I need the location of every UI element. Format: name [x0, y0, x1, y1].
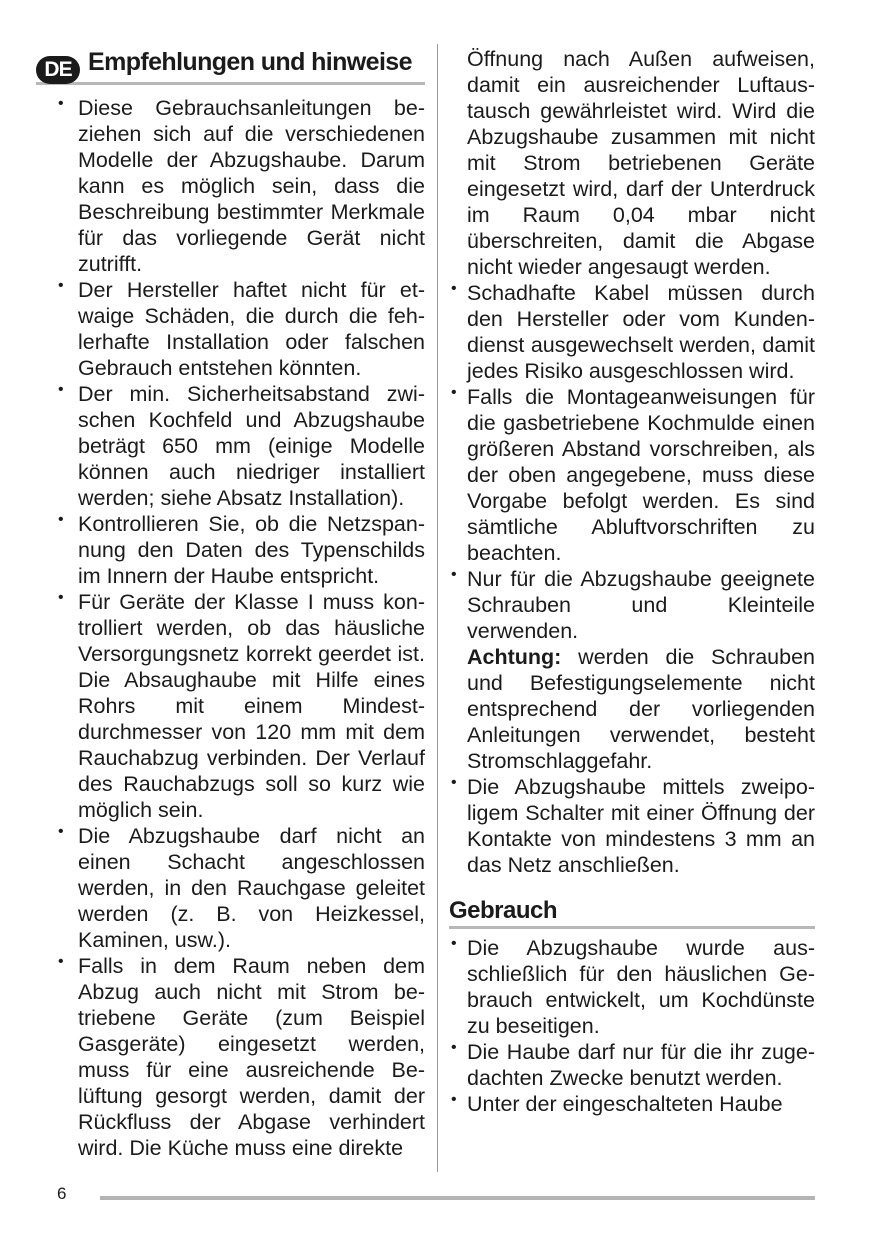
- warning-note: [467, 644, 815, 774]
- bullet-icon: •: [451, 1039, 457, 1056]
- list-item: [449, 774, 815, 878]
- warning-text: werden die Schrauben und Befestigungselemente nicht entsprechend der vorliegenden Anleitungen verwendet, besteht Stromschlaggefahr.: [467, 645, 815, 773]
- language-badge: DE: [36, 56, 80, 84]
- list-item: [36, 95, 425, 277]
- continued-paragraph: Öffnung nach Außen aufweisen, damit ein ausreichender Luftaustausch gewährleistet wird. Wird die Abzugshaube zusammen mit nicht mit Strom betriebenen Geräte eingesetzt wird, darf der Unterdruck im Raum 0,04 mbar nicht überschreiten, damit die Abgase nicht wieder angesaugt werden.: [467, 47, 815, 279]
- bullet-icon: •: [58, 511, 64, 528]
- section-heading: [36, 46, 425, 85]
- recommendations-list-left: [36, 95, 425, 1161]
- list-item: [449, 384, 815, 566]
- list-item: [449, 1091, 815, 1117]
- bullet-icon: •: [58, 953, 64, 970]
- list-item: [449, 280, 815, 384]
- right-column: [449, 46, 815, 1117]
- bullet-icon: •: [58, 381, 64, 398]
- usage-list: [449, 935, 815, 1117]
- warning-label: Achtung:: [467, 645, 562, 669]
- list-item-text: Falls in dem Raum neben dem Abzug auch nicht mit Strom betriebene Geräte (zum Beispiel Gasgeräte) eingesetzt werden, muss für eine ausreichende Belüftung gesorgt werden, damit der Rückfluss der Abgase verhindert wird. Die Küche muss eine direkte: [78, 954, 425, 1160]
- list-item-text: Kontrollieren Sie, ob die Netzspannung den Daten des Typenschilds im Innern der Haube entspricht.: [78, 512, 425, 588]
- bullet-icon: •: [451, 280, 457, 297]
- bullet-icon: •: [58, 95, 64, 112]
- bullet-icon: •: [451, 935, 457, 952]
- bullet-icon: •: [58, 589, 64, 606]
- list-item-text: Nur für die Abzugshaube geeignete Schrauben und Kleinteile verwenden.: [467, 567, 815, 643]
- list-item-text: Für Geräte der Klasse I muss kontrolliert werden, ob das häusliche Versorgungsnetz korrekt geerdet ist. Die Absaughaube mit Hilfe eines Rohrs mit einem Mindestdurchmesser von 120 mm mit dem Rauchabzug verbinden. Der Verlauf des Rauchabzugs soll so kurz wie möglich sein.: [78, 590, 425, 822]
- list-item-text: Schadhafte Kabel müssen durch den Hersteller oder vom Kundendienst ausgewechselt werden, damit jedes Risiko ausgeschlossen wird.: [467, 281, 815, 383]
- list-item: [449, 1039, 815, 1091]
- list-item: [36, 277, 425, 381]
- list-item: [36, 511, 425, 589]
- list-item-text: Diese Gebrauchsanleitungen beziehen sich auf die verschiedenen Modelle der Abzugshaube. Darum kann es möglich sein, dass die Beschreibung bestimmter Merkmale für das vorliegende Gerät nicht zutrifft.: [78, 96, 425, 276]
- footer-rule: [100, 1196, 815, 1200]
- recommendations-list-right: [449, 280, 815, 878]
- bullet-icon: •: [58, 823, 64, 840]
- page-title: Empfehlungen und hinweise: [88, 48, 412, 76]
- bullet-icon: •: [451, 774, 457, 791]
- list-item-text: Die Abzugshaube wurde ausschließlich für den häuslichen Gebrauch entwickelt, um Kochdünste zu beseitigen.: [467, 936, 815, 1038]
- list-item-text: Falls die Montageanweisungen für die gasbetriebene Kochmulde einen größeren Abstand vorschreiben, als der oben angegebene, muss diese Vorgabe befolgt werden. Es sind sämtliche Abluftvorschriften zu beachten.: [467, 385, 815, 565]
- list-item-text: Der Hersteller haftet nicht für etwaige Schäden, die durch die fehlerhafte Installation oder falschen Gebrauch entstehen könnten.: [78, 278, 425, 380]
- list-item: [36, 953, 425, 1161]
- list-item: [449, 935, 815, 1039]
- list-item: [449, 566, 815, 774]
- bullet-icon: •: [451, 1091, 457, 1108]
- page-number: 6: [57, 1184, 67, 1203]
- bullet-icon: •: [451, 566, 457, 583]
- bullet-icon: •: [58, 277, 64, 294]
- list-item-text: Unter der eingeschalteten Haube: [467, 1092, 783, 1116]
- list-item-text: Die Abzugshaube darf nicht an einen Schacht angeschlossen werden, in den Rauchgase geleitet werden (z. B. von Heizkessel, Kaminen, usw.).: [78, 824, 425, 952]
- list-item-text: Der min. Sicherheitsabstand zwischen Kochfeld und Abzugshaube beträgt 650 mm (einige Modelle können auch niedriger installiert werden; siehe Absatz Installation).: [78, 382, 425, 510]
- list-item: [36, 589, 425, 823]
- list-item-text: Die Abzugshaube mittels zweipoligem Schalter mit einer Öffnung der Kontakte von mindestens 3 mm an das Netz anschließen.: [467, 775, 815, 877]
- list-item: [36, 381, 425, 511]
- column-divider: [437, 44, 438, 1172]
- list-item-text: Die Haube darf nur für die ihr zugedachten Zwecke benutzt werden.: [467, 1040, 815, 1090]
- left-column: [36, 46, 425, 1161]
- section-heading-gebrauch: [449, 896, 815, 929]
- section-title: Gebrauch: [449, 897, 558, 924]
- list-item: [36, 823, 425, 953]
- bullet-icon: •: [451, 384, 457, 401]
